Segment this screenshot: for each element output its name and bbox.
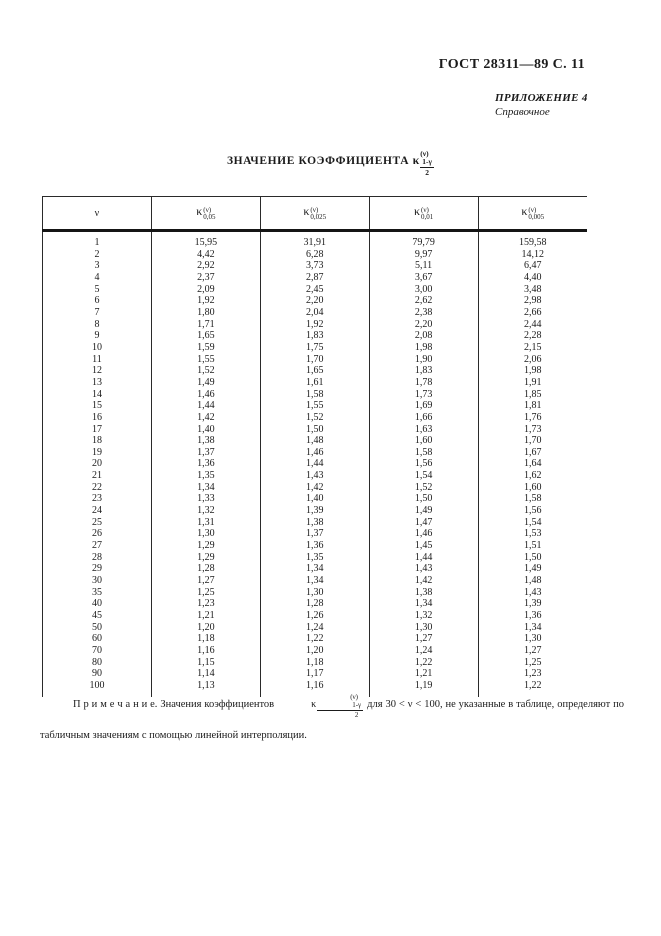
cell-value: 1,35	[260, 552, 369, 564]
cell-nu: 12	[43, 365, 152, 377]
cell-nu: 25	[43, 517, 152, 529]
table-row	[43, 517, 588, 529]
cell-value: 1,45	[369, 540, 478, 552]
col-header-k0005: κ (ν) 0,005	[478, 197, 587, 231]
table-row	[43, 342, 588, 354]
cell-nu: 10	[43, 342, 152, 354]
cell-value: 1,83	[369, 365, 478, 377]
cell-value: 4,42	[151, 249, 260, 261]
cell-value: 1,43	[369, 563, 478, 575]
cell-value: 159,58	[478, 231, 587, 249]
annex-block	[495, 91, 588, 119]
cell-value: 1,71	[151, 319, 260, 331]
table-row	[43, 400, 588, 412]
cell-value: 1,53	[478, 528, 587, 540]
cell-value: 31,91	[260, 231, 369, 249]
table-row	[43, 482, 588, 494]
cell-value: 1,61	[260, 377, 369, 389]
cell-nu: 21	[43, 470, 152, 482]
cell-value: 1,36	[478, 610, 587, 622]
cell-value: 1,16	[151, 645, 260, 657]
doc-header: ГОСТ 28311—89 С. 11	[438, 57, 585, 72]
cell-value: 1,67	[478, 447, 587, 459]
cell-value: 1,36	[260, 540, 369, 552]
cell-value: 1,92	[151, 295, 260, 307]
cell-value: 2,87	[260, 272, 369, 284]
cell-value: 1,43	[260, 470, 369, 482]
cell-value: 1,39	[478, 598, 587, 610]
cell-value: 1,60	[369, 435, 478, 447]
cell-value: 1,62	[478, 470, 587, 482]
cell-value: 1,59	[151, 342, 260, 354]
cell-value: 1,49	[151, 377, 260, 389]
cell-value: 1,30	[478, 633, 587, 645]
cell-nu: 3	[43, 260, 152, 272]
cell-nu: 9	[43, 330, 152, 342]
cell-nu: 29	[43, 563, 152, 575]
cell-value: 1,21	[369, 668, 478, 680]
data-table	[42, 196, 587, 697]
cell-nu: 80	[43, 657, 152, 669]
cell-value: 2,37	[151, 272, 260, 284]
cell-value: 2,08	[369, 330, 478, 342]
cell-value: 1,51	[478, 540, 587, 552]
table-row	[43, 435, 588, 447]
cell-value: 1,33	[151, 493, 260, 505]
cell-value: 2,15	[478, 342, 587, 354]
cell-nu: 15	[43, 400, 152, 412]
cell-value: 9,97	[369, 249, 478, 261]
cell-value: 4,40	[478, 272, 587, 284]
cell-value: 1,42	[151, 412, 260, 424]
table-row	[43, 458, 588, 470]
cell-value: 1,42	[369, 575, 478, 587]
cell-value: 1,98	[478, 365, 587, 377]
cell-value: 1,13	[151, 680, 260, 697]
cell-value: 2,92	[151, 260, 260, 272]
table-row	[43, 552, 588, 564]
cell-nu: 70	[43, 645, 152, 657]
table-row	[43, 505, 588, 517]
cell-value: 1,80	[151, 307, 260, 319]
cell-value: 1,56	[478, 505, 587, 517]
cell-value: 1,98	[369, 342, 478, 354]
cell-value: 1,58	[260, 389, 369, 401]
cell-value: 1,28	[151, 563, 260, 575]
cell-value: 2,04	[260, 307, 369, 319]
cell-value: 1,78	[369, 377, 478, 389]
cell-value: 1,22	[369, 657, 478, 669]
cell-nu: 6	[43, 295, 152, 307]
cell-value: 1,29	[151, 540, 260, 552]
cell-value: 1,20	[260, 645, 369, 657]
cell-value: 1,44	[151, 400, 260, 412]
cell-value: 1,73	[478, 424, 587, 436]
cell-value: 1,42	[260, 482, 369, 494]
cell-nu: 19	[43, 447, 152, 459]
note-text-before: Значения коэффициентов	[160, 699, 275, 710]
cell-value: 1,46	[369, 528, 478, 540]
cell-value: 1,52	[369, 482, 478, 494]
table-row	[43, 354, 588, 366]
cell-value: 1,47	[369, 517, 478, 529]
cell-value: 1,76	[478, 412, 587, 424]
cell-value: 1,23	[478, 668, 587, 680]
cell-value: 1,69	[369, 400, 478, 412]
cell-value: 1,18	[260, 657, 369, 669]
cell-value: 1,65	[260, 365, 369, 377]
cell-value: 1,85	[478, 389, 587, 401]
cell-nu: 17	[43, 424, 152, 436]
cell-value: 3,67	[369, 272, 478, 284]
cell-value: 1,23	[151, 598, 260, 610]
table-row	[43, 260, 588, 272]
cell-value: 2,38	[369, 307, 478, 319]
kappa-symbol: κ	[412, 153, 420, 167]
cell-value: 1,38	[369, 587, 478, 599]
cell-value: 1,46	[151, 389, 260, 401]
formula-fraction: $\frac{1-\gamma}{2}$	[422, 157, 433, 177]
cell-value: 2,20	[260, 295, 369, 307]
cell-value: 1,27	[151, 575, 260, 587]
col-header-nu: ν	[43, 197, 152, 231]
cell-nu: 14	[43, 389, 152, 401]
cell-value: 1,75	[260, 342, 369, 354]
table-row	[43, 272, 588, 284]
cell-value: 3,73	[260, 260, 369, 272]
cell-nu: 23	[43, 493, 152, 505]
cell-value: 2,06	[478, 354, 587, 366]
table-row	[43, 668, 588, 680]
kappa-symbol: κ	[311, 699, 317, 710]
col-header-k0025: κ (ν) 0,025	[260, 197, 369, 231]
table-row	[43, 284, 588, 296]
cell-value: 1,25	[478, 657, 587, 669]
cell-value: 1,28	[260, 598, 369, 610]
cell-value: 1,49	[478, 563, 587, 575]
cell-value: 1,38	[260, 517, 369, 529]
cell-value: 3,00	[369, 284, 478, 296]
table-row	[43, 470, 588, 482]
cell-value: 1,40	[151, 424, 260, 436]
cell-nu: 7	[43, 307, 152, 319]
cell-value: 3,48	[478, 284, 587, 296]
annex-subtitle: Справочное	[495, 106, 550, 118]
table-row	[43, 563, 588, 575]
cell-value: 1,34	[260, 563, 369, 575]
annex-title: ПРИЛОЖЕНИЕ 4	[495, 92, 588, 104]
cell-value: 1,55	[260, 400, 369, 412]
table-row	[43, 424, 588, 436]
cell-nu: 4	[43, 272, 152, 284]
cell-value: 1,32	[151, 505, 260, 517]
note-label: П р и м е ч а н и е.	[73, 699, 158, 710]
table-header	[43, 197, 588, 231]
table-row	[43, 319, 588, 331]
cell-value: 1,19	[369, 680, 478, 697]
note-paragraph	[40, 694, 624, 746]
cell-value: 1,54	[369, 470, 478, 482]
cell-value: 1,22	[478, 680, 587, 697]
cell-value: 15,95	[151, 231, 260, 249]
cell-value: 1,44	[260, 458, 369, 470]
cell-value: 1,34	[478, 622, 587, 634]
cell-value: 1,81	[478, 400, 587, 412]
cell-nu: 30	[43, 575, 152, 587]
kappa-formula	[413, 150, 434, 178]
cell-value: 1,58	[369, 447, 478, 459]
table-row	[43, 389, 588, 401]
table-row	[43, 307, 588, 319]
cell-value: 1,14	[151, 668, 260, 680]
cell-value: 1,48	[478, 575, 587, 587]
cell-value: 1,49	[369, 505, 478, 517]
cell-nu: 60	[43, 633, 152, 645]
table-row	[43, 330, 588, 342]
cell-value: 1,46	[260, 447, 369, 459]
cell-nu: 26	[43, 528, 152, 540]
cell-value: 2,62	[369, 295, 478, 307]
cell-nu: 28	[43, 552, 152, 564]
table-row	[43, 365, 588, 377]
cell-nu: 11	[43, 354, 152, 366]
cell-value: 2,44	[478, 319, 587, 331]
table-row	[43, 377, 588, 389]
table-row	[43, 412, 588, 424]
cell-value: 1,50	[260, 424, 369, 436]
cell-nu: 35	[43, 587, 152, 599]
col-header-k005: κ (ν) 0,05	[151, 197, 260, 231]
note-text-after: для 30 < ν < 100, не указанные в таблице, определяют по табличным значениям с помощью линейной интерполяции.	[40, 699, 624, 741]
cell-value: 1,48	[260, 435, 369, 447]
cell-value: 1,30	[151, 528, 260, 540]
cell-nu: 5	[43, 284, 152, 296]
page-title	[0, 150, 661, 178]
cell-value: 1,50	[369, 493, 478, 505]
cell-value: 2,98	[478, 295, 587, 307]
cell-nu: 18	[43, 435, 152, 447]
table-row	[43, 540, 588, 552]
table-body	[43, 231, 588, 697]
cell-value: 1,64	[478, 458, 587, 470]
cell-value: 1,63	[369, 424, 478, 436]
cell-nu: 20	[43, 458, 152, 470]
note-kappa-formula	[278, 694, 363, 725]
cell-nu: 100	[43, 680, 152, 697]
cell-nu: 40	[43, 598, 152, 610]
cell-value: 1,21	[151, 610, 260, 622]
table-row	[43, 598, 588, 610]
cell-nu: 16	[43, 412, 152, 424]
cell-value: 1,90	[369, 354, 478, 366]
table-row	[43, 493, 588, 505]
title-text: ЗНАЧЕНИЕ КОЭФФИЦИЕНТА	[226, 155, 410, 167]
table-row	[43, 249, 588, 261]
formula-fraction: $\frac{1-\gamma}{2}$	[317, 702, 363, 720]
cell-value: 1,92	[260, 319, 369, 331]
cell-value: 1,52	[260, 412, 369, 424]
cell-value: 2,45	[260, 284, 369, 296]
cell-value: 1,22	[260, 633, 369, 645]
cell-value: 1,36	[151, 458, 260, 470]
cell-value: 1,31	[151, 517, 260, 529]
cell-nu: 8	[43, 319, 152, 331]
cell-nu: 90	[43, 668, 152, 680]
table-row	[43, 447, 588, 459]
cell-value: 1,30	[260, 587, 369, 599]
cell-value: 1,15	[151, 657, 260, 669]
table-row	[43, 295, 588, 307]
cell-value: 1,38	[151, 435, 260, 447]
table-row	[43, 587, 588, 599]
cell-value: 1,70	[478, 435, 587, 447]
cell-value: 1,43	[478, 587, 587, 599]
cell-value: 2,66	[478, 307, 587, 319]
cell-value: 1,16	[260, 680, 369, 697]
cell-value: 1,83	[260, 330, 369, 342]
cell-value: 1,60	[478, 482, 587, 494]
cell-value: 1,70	[260, 354, 369, 366]
cell-nu: 2	[43, 249, 152, 261]
cell-nu: 24	[43, 505, 152, 517]
coefficient-table	[42, 196, 587, 697]
cell-value: 1,65	[151, 330, 260, 342]
cell-value: 1,50	[478, 552, 587, 564]
cell-value: 1,35	[151, 470, 260, 482]
table-row	[43, 528, 588, 540]
cell-value: 79,79	[369, 231, 478, 249]
cell-value: 1,37	[260, 528, 369, 540]
table-row	[43, 657, 588, 669]
cell-value: 1,29	[151, 552, 260, 564]
cell-value: 1,24	[260, 622, 369, 634]
cell-value: 2,20	[369, 319, 478, 331]
table-row	[43, 231, 588, 249]
cell-value: 1,58	[478, 493, 587, 505]
cell-value: 1,34	[369, 598, 478, 610]
cell-value: 1,56	[369, 458, 478, 470]
cell-value: 2,09	[151, 284, 260, 296]
cell-value: 1,34	[151, 482, 260, 494]
cell-value: 1,17	[260, 668, 369, 680]
cell-value: 14,12	[478, 249, 587, 261]
cell-value: 1,40	[260, 493, 369, 505]
cell-value: 1,27	[478, 645, 587, 657]
cell-value: 1,30	[369, 622, 478, 634]
cell-nu: 27	[43, 540, 152, 552]
cell-value: 1,25	[151, 587, 260, 599]
table-row	[43, 645, 588, 657]
note-block	[40, 694, 624, 746]
formula-superscript: (ν)	[350, 693, 359, 701]
cell-value: 1,26	[260, 610, 369, 622]
table-row	[43, 633, 588, 645]
table-row	[43, 622, 588, 634]
cell-nu: 45	[43, 610, 152, 622]
table-row	[43, 610, 588, 622]
cell-value: 1,24	[369, 645, 478, 657]
cell-value: 1,20	[151, 622, 260, 634]
cell-value: 1,54	[478, 517, 587, 529]
cell-value: 1,39	[260, 505, 369, 517]
cell-value: 2,28	[478, 330, 587, 342]
formula-superscript: (ν)	[420, 149, 429, 158]
cell-value: 1,91	[478, 377, 587, 389]
col-header-k001: κ (ν) 0,01	[369, 197, 478, 231]
cell-value: 1,27	[369, 633, 478, 645]
cell-nu: 50	[43, 622, 152, 634]
cell-value: 1,55	[151, 354, 260, 366]
cell-value: 1,44	[369, 552, 478, 564]
cell-value: 1,73	[369, 389, 478, 401]
table-row	[43, 575, 588, 587]
cell-value: 1,37	[151, 447, 260, 459]
cell-value: 5,11	[369, 260, 478, 272]
cell-value: 1,66	[369, 412, 478, 424]
cell-value: 1,52	[151, 365, 260, 377]
cell-value: 6,28	[260, 249, 369, 261]
cell-value: 1,34	[260, 575, 369, 587]
cell-value: 1,18	[151, 633, 260, 645]
cell-value: 1,32	[369, 610, 478, 622]
cell-value: 6,47	[478, 260, 587, 272]
cell-nu: 13	[43, 377, 152, 389]
cell-nu: 1	[43, 231, 152, 249]
cell-nu: 22	[43, 482, 152, 494]
